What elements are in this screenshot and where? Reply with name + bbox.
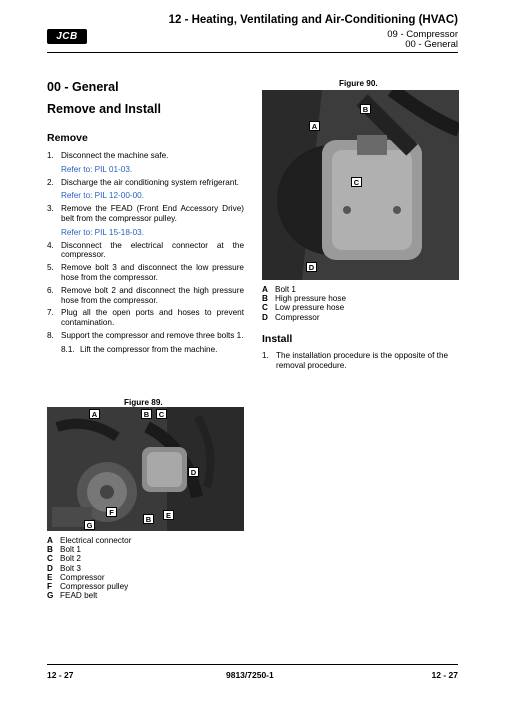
callout-label: F	[106, 507, 117, 517]
figure-89-legend	[47, 536, 131, 600]
install-heading: Install	[262, 333, 293, 345]
step-number: 5.	[47, 263, 54, 273]
header-divider	[47, 52, 458, 53]
figure-89-caption: Figure 89.	[124, 398, 163, 407]
remove-step	[47, 178, 244, 202]
legend-item: G FEAD belt	[47, 591, 98, 601]
step-number: 8.	[47, 330, 54, 340]
step-reference-link[interactable]: Refer to: PIL 15-18-03.	[61, 227, 144, 237]
step-number: 3.	[47, 204, 54, 214]
section-subtitle: 09 - Compressor	[387, 29, 458, 40]
step-text: Remove bolt 3 and disconnect the low pressure hose from the compressor.	[61, 263, 244, 282]
section-title: 00 - General	[47, 80, 119, 94]
step-reference-link[interactable]: Refer to: PIL 12-00-00.	[61, 191, 144, 201]
logo-text: JCB	[56, 31, 78, 42]
figure-90-legend	[262, 285, 346, 322]
callout-label: E	[163, 510, 174, 520]
callout-label: C	[156, 409, 167, 419]
legend-item: D Bolt 3	[47, 563, 81, 573]
page-number-left: 12 - 27	[47, 670, 74, 680]
figure-90-caption: Figure 90.	[339, 79, 378, 88]
callout-label: B	[143, 514, 154, 524]
legend-item: C Bolt 2	[47, 554, 81, 564]
step-text: Remove bolt 2 and disconnect the high pressure hose from the compressor.	[61, 285, 244, 305]
jcb-logo	[47, 29, 87, 44]
step-number: 1.	[47, 151, 54, 160]
callout-label: G	[84, 520, 95, 530]
remove-heading: Remove	[47, 132, 88, 144]
step-number: 6.	[47, 285, 54, 295]
figure-89-photo	[47, 407, 244, 531]
callout-label: B	[141, 409, 152, 419]
legend-item: D Compressor	[262, 312, 320, 322]
legend-item: E Compressor	[47, 572, 105, 582]
step-number: 2.	[47, 177, 54, 187]
remove-substep	[61, 345, 244, 355]
step-text: Discharge the air conditioning system refrigerant.	[61, 177, 239, 187]
step-reference-link[interactable]: Refer to: PIL 01-03.	[61, 164, 133, 174]
remove-step	[47, 286, 244, 306]
callout-label: B	[360, 104, 371, 114]
legend-item: F Compressor pulley	[47, 582, 129, 592]
footer-divider	[47, 664, 458, 665]
step-number: 4.	[47, 240, 54, 250]
legend-item: B High pressure hose	[262, 294, 346, 304]
chapter-title: 12 - Heating, Ventilating and Air-Conditioning (HVAC)	[168, 14, 458, 26]
remove-step	[47, 241, 244, 261]
remove-step	[47, 204, 244, 237]
subsection-title: Remove and Install	[47, 102, 161, 116]
substep-number: 8.1.	[61, 344, 75, 354]
step-text: Disconnect the machine safe.	[61, 151, 169, 160]
remove-steps	[47, 151, 244, 355]
remove-step	[47, 151, 244, 175]
callout-label: A	[89, 409, 100, 419]
topic-subtitle: 00 - General	[405, 39, 458, 50]
step-number: 1.	[262, 351, 269, 360]
step-text: Support the compressor and remove three bolts 1.	[61, 330, 244, 340]
substep-text: Lift the compressor from the machine.	[80, 344, 218, 354]
step-text: Remove the FEAD (Front End Accessory Drive) belt from the compressor pulley.	[61, 204, 244, 223]
step-text: The installation procedure is the opposite of the removal procedure.	[276, 351, 449, 370]
legend-item: A Electrical connector	[47, 536, 132, 545]
step-text: Disconnect the electrical connector at the compressor.	[61, 240, 244, 260]
step-number: 7.	[47, 308, 54, 318]
remove-step	[47, 263, 244, 283]
callout-label: C	[351, 177, 362, 187]
document-number: 9813/7250-1	[226, 670, 274, 680]
step-text: Plug all the open ports and hoses to prevent contamination.	[61, 308, 244, 328]
remove-step	[47, 331, 244, 341]
legend-item: B Bolt 1	[47, 545, 81, 555]
callout-label: A	[309, 121, 320, 131]
callout-label: D	[188, 467, 199, 477]
remove-step	[47, 308, 244, 328]
legend-item: A Bolt 1	[262, 285, 296, 294]
callout-label: D	[306, 262, 317, 272]
legend-item: C Low pressure hose	[262, 303, 345, 313]
install-step	[262, 351, 459, 371]
page-number-right: 12 - 27	[431, 670, 458, 680]
